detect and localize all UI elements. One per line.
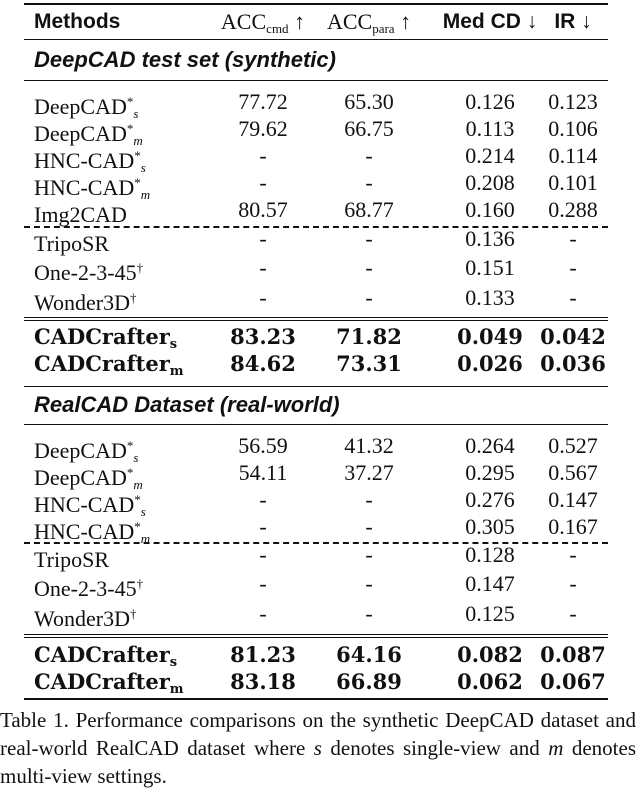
cell-ir: 0.067 <box>540 669 606 694</box>
cell-acc-para: 73.31 <box>336 351 402 376</box>
method-label: Img2CAD <box>34 202 127 227</box>
cell-acc-para: 65.30 <box>344 89 394 114</box>
cell-acc-para: 37.27 <box>344 460 394 485</box>
ours-row <box>24 350 608 377</box>
cell-med-cd: 0.136 <box>465 226 515 251</box>
cell-ir: 0.527 <box>548 433 598 458</box>
table-row <box>24 432 608 465</box>
cell-ir: 0.167 <box>548 514 598 539</box>
dashed-divider <box>24 226 608 228</box>
method-sup: * <box>126 94 134 109</box>
cell-acc-cmd: - <box>259 601 267 626</box>
cell-acc-cmd: 54.11 <box>238 460 288 485</box>
cell-acc-cmd: - <box>259 571 267 596</box>
bottom-rule <box>24 698 608 700</box>
method-sub: m <box>169 682 184 697</box>
cell-acc-para: 66.89 <box>336 669 402 694</box>
cell-acc-cmd: 77.72 <box>238 89 288 114</box>
cell-ir: 0.042 <box>540 324 606 349</box>
method-sub: s <box>133 450 139 465</box>
method-sub: m <box>133 133 143 148</box>
table-row <box>24 600 608 631</box>
method-sup: * <box>126 121 134 136</box>
method-sup: * <box>134 148 141 163</box>
cell-med-cd: 0.049 <box>457 324 523 349</box>
cell-acc-para: 64.16 <box>336 642 402 667</box>
method-sub: s <box>169 337 178 352</box>
header-acc-para: $ACC_{para}$ ↑ <box>326 9 412 36</box>
cell-acc-cmd: - <box>259 285 267 310</box>
cell-med-cd: 0.062 <box>457 669 523 694</box>
method-label: HNC-CAD <box>34 148 135 173</box>
cell-ir: - <box>569 285 577 310</box>
cell-med-cd: 0.082 <box>457 642 523 667</box>
cell-acc-para: - <box>365 542 373 567</box>
header-rule <box>24 39 608 40</box>
table-row <box>24 459 608 492</box>
method-sub: m <box>140 187 151 202</box>
cell-ir: 0.101 <box>548 170 598 195</box>
ours-rule <box>24 634 608 635</box>
top-rule <box>24 3 608 5</box>
cell-acc-para: - <box>365 170 373 195</box>
header-ir: IR ↓ <box>554 9 592 33</box>
cell-acc-cmd: 83.18 <box>230 669 296 694</box>
cell-med-cd: 0.113 <box>465 116 515 141</box>
cell-ir: 0.288 <box>548 197 598 222</box>
cell-med-cd: 0.147 <box>465 571 515 596</box>
table-row <box>24 88 608 121</box>
cell-med-cd: 0.126 <box>465 89 515 114</box>
cell-acc-para: - <box>365 143 373 168</box>
cell-acc-para: 66.75 <box>344 116 394 141</box>
method-label: HNC-CAD <box>34 519 135 544</box>
method-label: One-2-3-45 <box>34 260 137 285</box>
cell-med-cd: 0.160 <box>465 197 515 222</box>
cell-acc-cmd: - <box>259 255 267 280</box>
cell-ir: - <box>569 542 577 567</box>
table-row <box>24 284 608 315</box>
cell-ir: 0.087 <box>540 642 606 667</box>
cell-med-cd: 0.128 <box>465 542 515 567</box>
header-acc-cmd: $ACC_{cmd}$ ↑ <box>220 9 306 36</box>
table-row <box>24 169 608 202</box>
cell-ir: 0.036 <box>540 351 606 376</box>
cell-acc-cmd: - <box>259 143 267 168</box>
method-name <box>34 350 184 385</box>
method-label: DeepCAD <box>34 121 127 146</box>
dashed-divider <box>24 542 608 544</box>
method-label: CADCrafter <box>34 669 170 694</box>
cell-acc-para: - <box>365 571 373 596</box>
table-row <box>24 254 608 285</box>
cell-ir: 0.114 <box>548 143 598 168</box>
cell-med-cd: 0.208 <box>465 170 515 195</box>
ours-rule <box>24 637 608 638</box>
method-label: Wonder3D <box>34 290 130 315</box>
cell-med-cd: 0.276 <box>465 487 515 512</box>
method-sup: * <box>134 175 141 190</box>
cell-acc-cmd: 84.62 <box>230 351 296 376</box>
method-sub: s <box>133 106 139 121</box>
cell-acc-cmd: - <box>259 487 267 512</box>
section-rule <box>24 386 608 387</box>
cell-acc-para: - <box>365 255 373 280</box>
method-sup: † <box>136 576 144 591</box>
cell-ir: 0.567 <box>548 460 598 485</box>
method-sub: m <box>133 477 143 492</box>
method-sup: * <box>126 438 134 453</box>
method-label: Wonder3D <box>34 606 130 631</box>
ours-row <box>24 641 608 668</box>
cell-acc-para: - <box>365 226 373 251</box>
section-rule <box>24 80 608 81</box>
cell-ir: 0.147 <box>548 487 598 512</box>
cell-acc-cmd: 81.23 <box>230 642 296 667</box>
method-label: One-2-3-45 <box>34 576 137 601</box>
cell-med-cd: 0.295 <box>465 460 515 485</box>
cell-med-cd: 0.125 <box>465 601 515 626</box>
ours-rule <box>24 317 608 318</box>
cell-acc-cmd: - <box>259 514 267 539</box>
ours-row <box>24 668 608 695</box>
method-label: CADCrafter <box>34 642 170 667</box>
cell-acc-cmd: - <box>259 542 267 567</box>
cell-acc-para: 41.32 <box>344 433 394 458</box>
cell-med-cd: 0.133 <box>465 285 515 310</box>
table-row <box>24 225 608 256</box>
cell-ir: - <box>569 601 577 626</box>
method-label: TripoSR <box>34 231 110 256</box>
table-row <box>24 541 608 572</box>
cell-acc-para: 68.77 <box>344 197 394 222</box>
section-title-real-world: RealCAD Dataset (real-world) <box>34 392 340 417</box>
method-label: HNC-CAD <box>34 175 135 200</box>
method-sup: † <box>136 260 144 275</box>
method-label: CADCrafter <box>34 324 170 349</box>
cell-med-cd: 0.026 <box>457 351 523 376</box>
cell-med-cd: 0.305 <box>465 514 515 539</box>
header-row <box>24 8 608 35</box>
header-med-cd: Med CD ↓ <box>442 9 538 33</box>
table-row <box>24 142 608 175</box>
method-label: TripoSR <box>34 547 110 572</box>
cell-med-cd: 0.214 <box>465 143 515 168</box>
cell-acc-cmd: - <box>259 170 267 195</box>
method-sup: * <box>126 465 134 480</box>
method-sup: † <box>129 290 137 305</box>
cell-med-cd: 0.151 <box>465 255 515 280</box>
method-sup: † <box>129 606 137 621</box>
cell-acc-para: - <box>365 285 373 310</box>
cell-acc-cmd: - <box>259 226 267 251</box>
cell-acc-para: 71.82 <box>336 324 402 349</box>
method-label: HNC-CAD <box>34 492 135 517</box>
table-caption: Table 1. Performance comparisons on the synthetic DeepCAD dataset and real-world RealCAD dataset where s denotes single-view and m denotes multi-view settings. <box>0 708 636 788</box>
method-sub: s <box>140 160 146 175</box>
cell-ir: - <box>569 571 577 596</box>
header-methods: Methods <box>34 10 121 33</box>
method-sub: m <box>169 364 184 379</box>
cell-med-cd: 0.264 <box>465 433 515 458</box>
method-sup: * <box>134 519 141 534</box>
cell-acc-cmd: 79.62 <box>238 116 288 141</box>
method-sub: m <box>140 531 151 546</box>
cell-acc-cmd: 80.57 <box>238 197 288 222</box>
method-sup: * <box>134 492 141 507</box>
table-row <box>24 196 608 227</box>
method-label: DeepCAD <box>34 438 127 463</box>
method-label: DeepCAD <box>34 465 127 490</box>
section-rule <box>24 424 608 425</box>
method-sub: s <box>169 655 178 670</box>
cell-acc-cmd: 56.59 <box>238 433 288 458</box>
table-row <box>24 570 608 601</box>
cell-acc-para: - <box>365 487 373 512</box>
table-row <box>24 513 608 546</box>
table-row <box>24 115 608 148</box>
ours-rule <box>24 320 608 321</box>
method-sub: s <box>140 504 146 519</box>
cell-ir: - <box>569 255 577 280</box>
method-label: CADCrafter <box>34 351 170 376</box>
cell-ir: - <box>569 226 577 251</box>
cell-ir: 0.123 <box>548 89 598 114</box>
table-row <box>24 486 608 519</box>
method-label: DeepCAD <box>34 94 127 119</box>
cell-acc-para: - <box>365 601 373 626</box>
ours-row <box>24 323 608 350</box>
cell-ir: 0.106 <box>548 116 598 141</box>
section-title-synthetic: DeepCAD test set (synthetic) <box>34 47 336 72</box>
cell-acc-cmd: 83.23 <box>230 324 296 349</box>
cell-acc-para: - <box>365 514 373 539</box>
